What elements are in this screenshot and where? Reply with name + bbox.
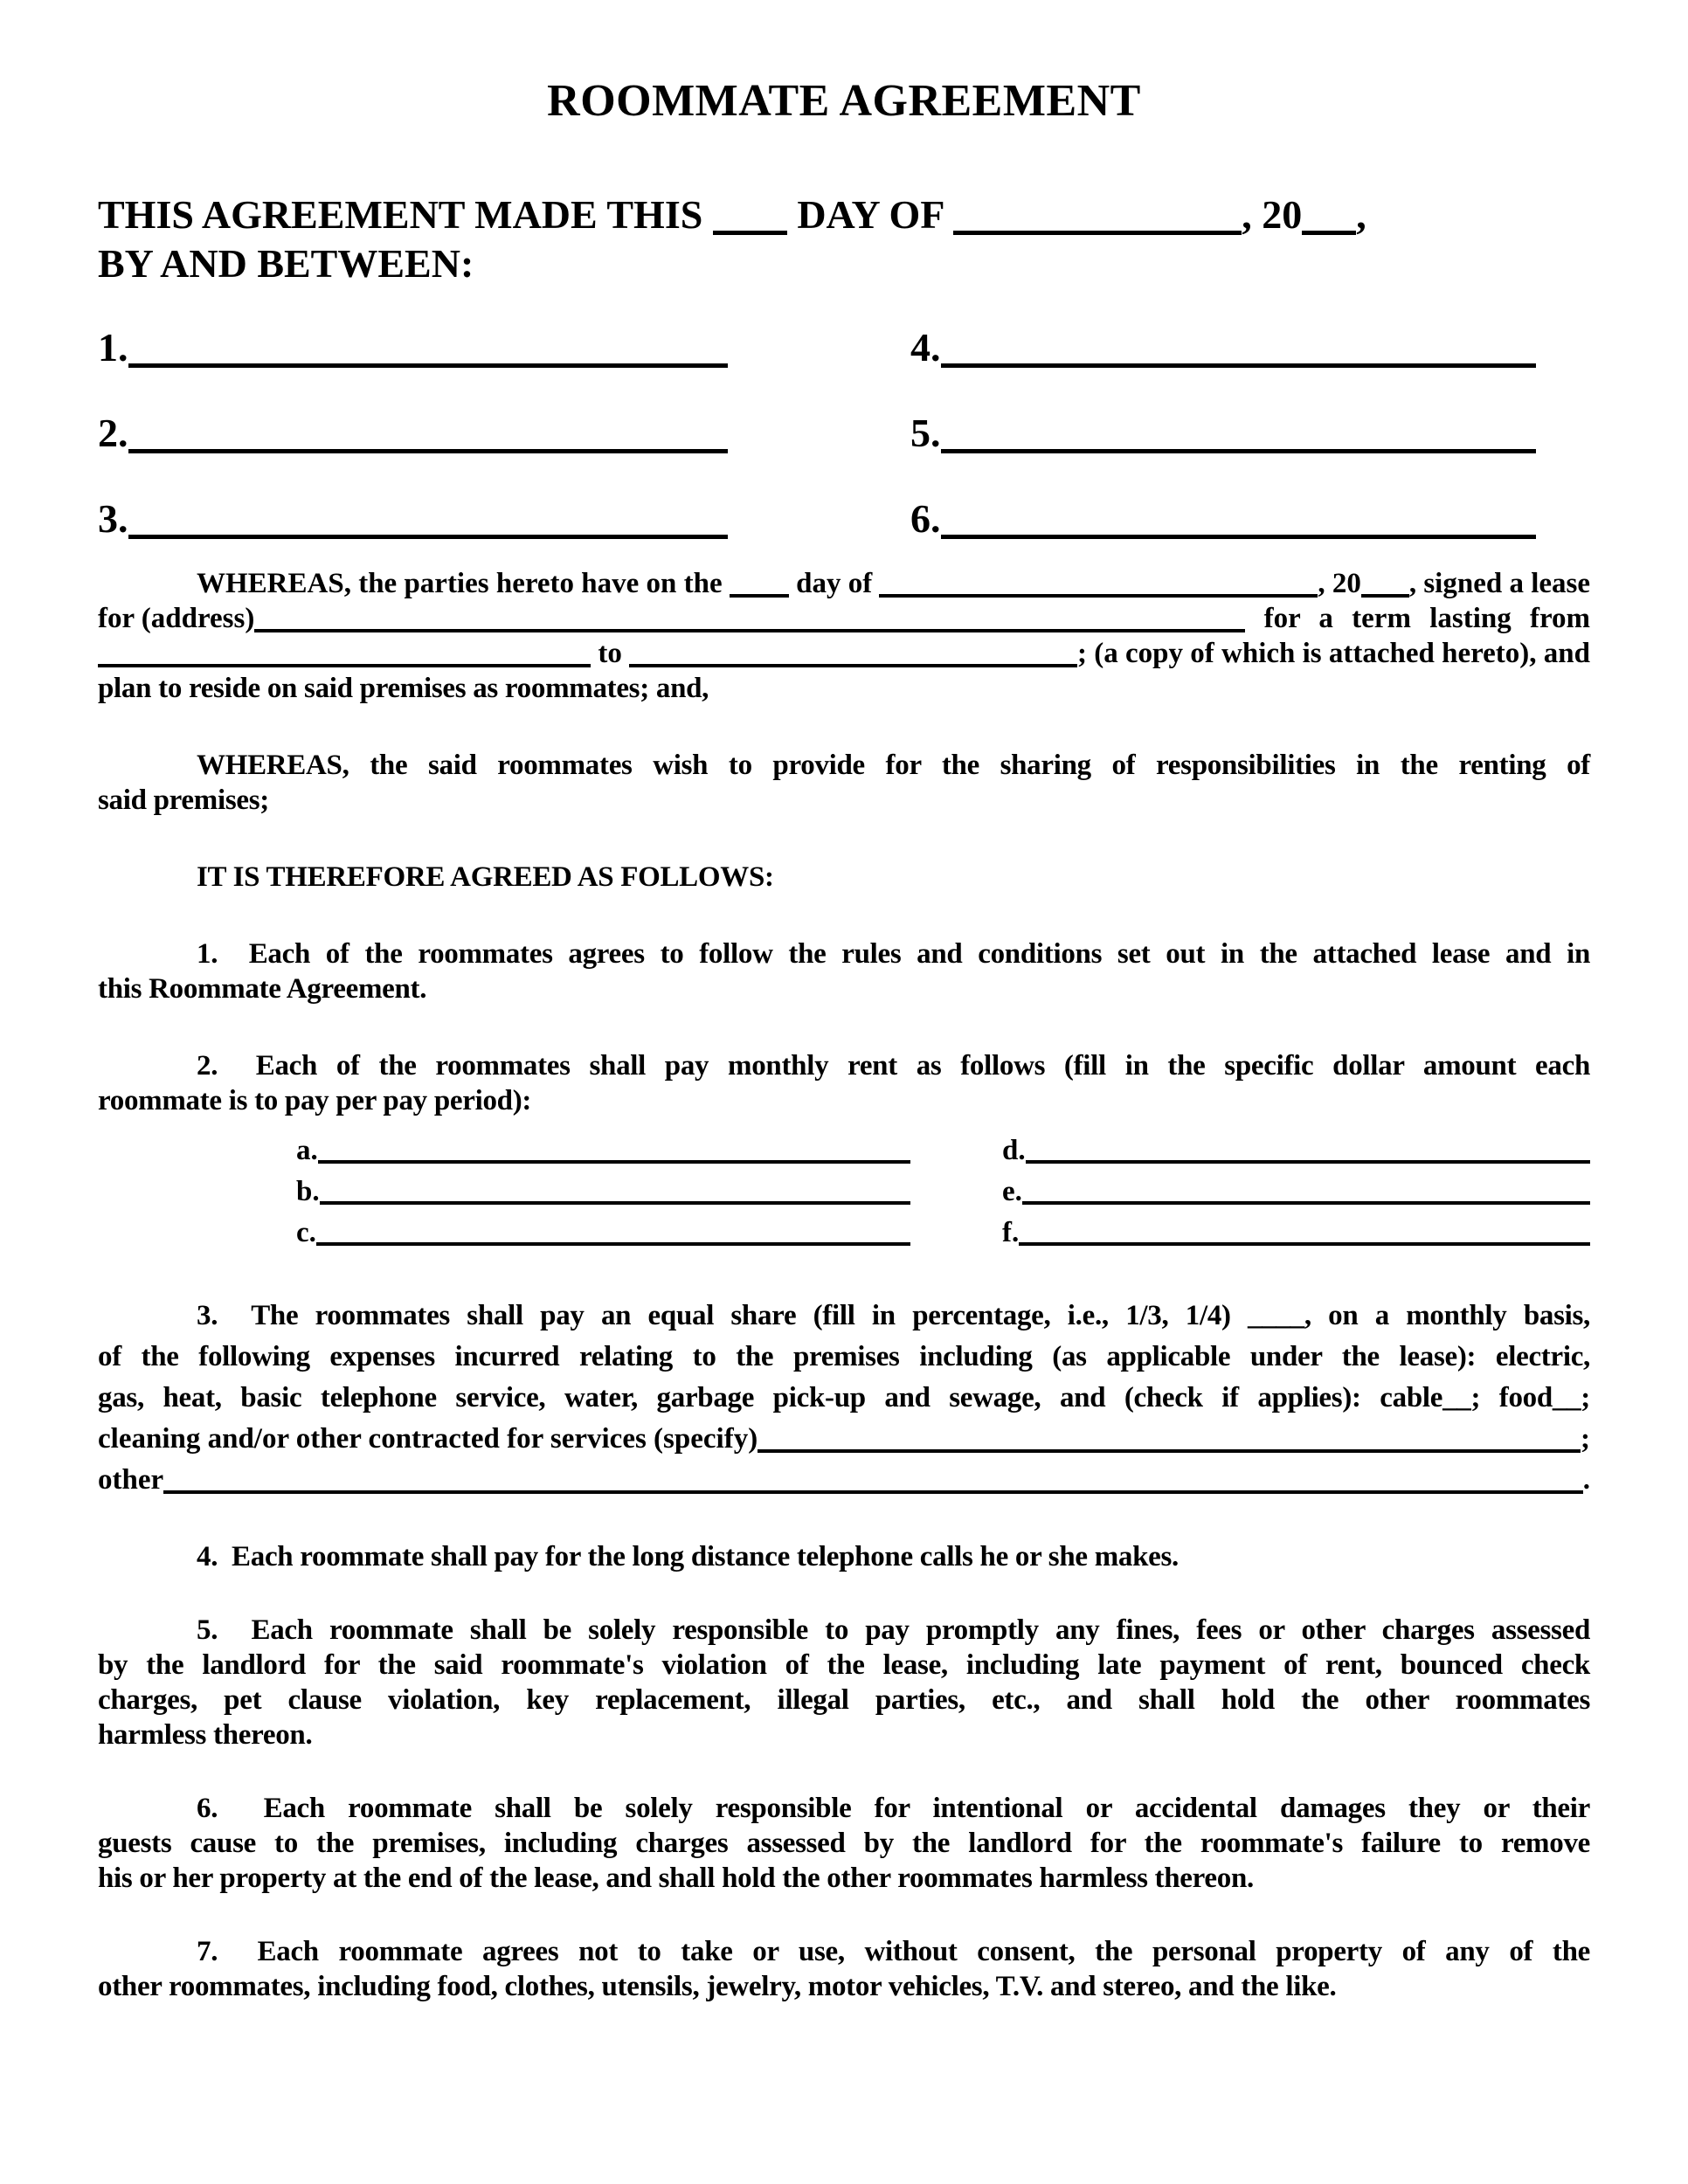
paragraph bbox=[98, 1539, 1590, 1574]
text-line bbox=[98, 1419, 1590, 1460]
text-line: 7. Each roommate agrees not to take or use, without consent, the personal property of any of the bbox=[197, 1936, 1590, 1967]
rent-label: c. bbox=[296, 1217, 316, 1248]
rent-cell bbox=[296, 1171, 910, 1213]
document-title: ROOMMATE AGREEMENT bbox=[547, 76, 1141, 126]
blank-line bbox=[758, 1449, 1581, 1453]
blank-line bbox=[163, 1490, 1583, 1494]
text-line: 1. Each of the roommates agrees to follow the rules and conditions set out in the attached lease and in bbox=[197, 938, 1590, 970]
body-block bbox=[98, 566, 1590, 2004]
party-row bbox=[98, 325, 1590, 370]
rent-amount-rows bbox=[296, 1130, 1590, 1254]
blank-line bbox=[98, 664, 591, 667]
party-row bbox=[98, 496, 1590, 542]
text-line: 5. Each roommate shall be solely responsible to pay promptly any fines, fees or other charges assessed bbox=[197, 1614, 1590, 1646]
party-row bbox=[98, 411, 1590, 456]
rent-row bbox=[296, 1171, 1590, 1213]
text-segment: , bbox=[1356, 192, 1366, 237]
party-cell bbox=[910, 496, 1536, 542]
text-segment: to bbox=[591, 638, 630, 669]
text-line: charges, pet clause violation, key replacement, illegal parties, etc., and shall hold the other roommates bbox=[98, 1684, 1590, 1716]
text-segment: , 20 bbox=[1242, 192, 1303, 237]
party-number: 3. bbox=[98, 496, 128, 541]
blank-line bbox=[730, 594, 789, 598]
party-number: 5. bbox=[910, 411, 941, 455]
rent-cell bbox=[296, 1213, 910, 1254]
party-blank-line bbox=[941, 363, 1537, 368]
paragraph bbox=[98, 1048, 1590, 1118]
text-line: this Roommate Agreement. bbox=[98, 973, 427, 1005]
text-line: 2. Each of the roommates shall pay monthly rent as follows (fill in the specific dollar amount each bbox=[197, 1050, 1590, 1082]
party-cell bbox=[98, 411, 728, 456]
text-segment: , signed a lease bbox=[1408, 568, 1590, 599]
text-line: said premises; bbox=[98, 784, 269, 816]
parties-block bbox=[98, 325, 1590, 542]
text-segment: day of bbox=[788, 568, 880, 599]
party-blank-line bbox=[128, 535, 729, 539]
blank-line bbox=[713, 231, 787, 235]
party-number: 2. bbox=[98, 411, 128, 455]
rent-blank-line bbox=[1026, 1160, 1590, 1164]
party-cell bbox=[910, 325, 1536, 370]
text-line bbox=[98, 601, 1590, 636]
text-segment: ; bbox=[1581, 1423, 1590, 1455]
party-blank-line bbox=[128, 449, 729, 453]
rent-label: a. bbox=[296, 1135, 318, 1166]
rent-blank-line bbox=[1019, 1242, 1590, 1246]
rent-blank-line bbox=[320, 1201, 910, 1205]
rent-cell bbox=[296, 1130, 910, 1171]
paragraph bbox=[98, 1613, 1590, 1752]
intro-line-1 bbox=[98, 190, 1590, 239]
blank-line bbox=[254, 629, 1245, 632]
paragraph bbox=[98, 566, 1590, 706]
rent-blank-line bbox=[316, 1242, 910, 1246]
intro-line-2: BY AND BETWEEN: bbox=[98, 241, 474, 286]
text-line bbox=[98, 566, 1590, 601]
party-number: 6. bbox=[910, 496, 941, 541]
text-line: gas, heat, basic telephone service, water, garbage pick-up and sewage, and (check if applies): cable__; food__; bbox=[98, 1382, 1590, 1413]
text-segment: cleaning and/or other contracted for services (specify) bbox=[98, 1423, 758, 1455]
party-blank-line bbox=[128, 363, 729, 368]
text-segment: ; (a copy of which is attached hereto), and bbox=[1077, 638, 1590, 669]
paragraph bbox=[98, 936, 1590, 1006]
rent-label: e. bbox=[1002, 1176, 1022, 1207]
rent-cell bbox=[1002, 1213, 1590, 1254]
party-cell bbox=[98, 496, 728, 542]
blank-line bbox=[879, 594, 1318, 598]
rent-cell bbox=[1002, 1171, 1590, 1213]
text-line: 6. Each roommate shall be solely responsible for intentional or accidental damages they or their bbox=[197, 1793, 1590, 1824]
rent-label: d. bbox=[1002, 1135, 1026, 1166]
party-blank-line bbox=[941, 535, 1537, 539]
text-segment: for a term lasting from bbox=[1245, 603, 1590, 634]
paragraph bbox=[98, 860, 1590, 895]
rent-cell bbox=[1002, 1130, 1590, 1171]
text-line: plan to reside on said premises as roommates; and, bbox=[98, 673, 709, 704]
text-line: IT IS THEREFORE AGREED AS FOLLOWS: bbox=[197, 861, 774, 893]
paragraph bbox=[98, 748, 1590, 818]
paragraph bbox=[98, 1296, 1590, 1501]
text-line: by the landlord for the said roommate's violation of the lease, including late payment of rent, bounced check bbox=[98, 1649, 1590, 1681]
text-line: of the following expenses incurred relating to the premises including (as applicable under the lease): electric, bbox=[98, 1341, 1590, 1372]
party-number: 1. bbox=[98, 325, 128, 370]
rent-blank-line bbox=[318, 1160, 910, 1164]
party-cell bbox=[98, 325, 728, 370]
party-blank-line bbox=[941, 449, 1537, 453]
text-segment: DAY OF bbox=[786, 192, 954, 237]
blank-line bbox=[1361, 594, 1409, 598]
text-line: WHEREAS, the said roommates wish to provide for the sharing of responsibilities in the renting of bbox=[197, 750, 1590, 781]
text-line: roommate is to pay per pay period): bbox=[98, 1085, 532, 1116]
text-segment: , 20 bbox=[1318, 568, 1361, 599]
text-line: harmless thereon. bbox=[98, 1719, 313, 1751]
blank-line bbox=[629, 664, 1077, 667]
text-segment: for (address) bbox=[98, 603, 255, 634]
party-cell bbox=[910, 411, 1536, 456]
text-line: 4. Each roommate shall pay for the long distance telephone calls he or she makes. bbox=[197, 1541, 1179, 1572]
text-segment: WHEREAS, the parties hereto have on the bbox=[197, 568, 730, 599]
rent-blank-line bbox=[1022, 1201, 1590, 1205]
text-segment: . bbox=[1582, 1464, 1590, 1496]
text-segment: THIS AGREEMENT MADE THIS bbox=[98, 192, 713, 237]
paragraph bbox=[98, 1791, 1590, 1896]
text-line bbox=[98, 636, 1590, 671]
party-number: 4. bbox=[910, 325, 941, 370]
blank-line bbox=[953, 231, 1242, 235]
paragraph bbox=[98, 1934, 1590, 2004]
text-line: other roommates, including food, clothes, utensils, jewelry, motor vehicles, T.V. and stereo, and the like. bbox=[98, 1971, 1337, 2002]
rent-row bbox=[296, 1213, 1590, 1254]
rent-label: f. bbox=[1002, 1217, 1020, 1248]
blank-line bbox=[1302, 231, 1356, 235]
text-line: his or her property at the end of the lease, and shall hold the other roommates harmless thereon. bbox=[98, 1863, 1254, 1894]
rent-row bbox=[296, 1130, 1590, 1171]
text-line: guests cause to the premises, including charges assessed by the landlord for the roommate's failure to remove bbox=[98, 1828, 1590, 1859]
rent-label: b. bbox=[296, 1176, 320, 1207]
text-line bbox=[98, 1460, 1590, 1501]
text-line: 3. The roommates shall pay an equal share (fill in percentage, i.e., 1/3, 1/4) ____, on a monthly basis, bbox=[197, 1300, 1590, 1331]
intro-block bbox=[98, 190, 1590, 288]
text-segment: other bbox=[98, 1464, 164, 1496]
